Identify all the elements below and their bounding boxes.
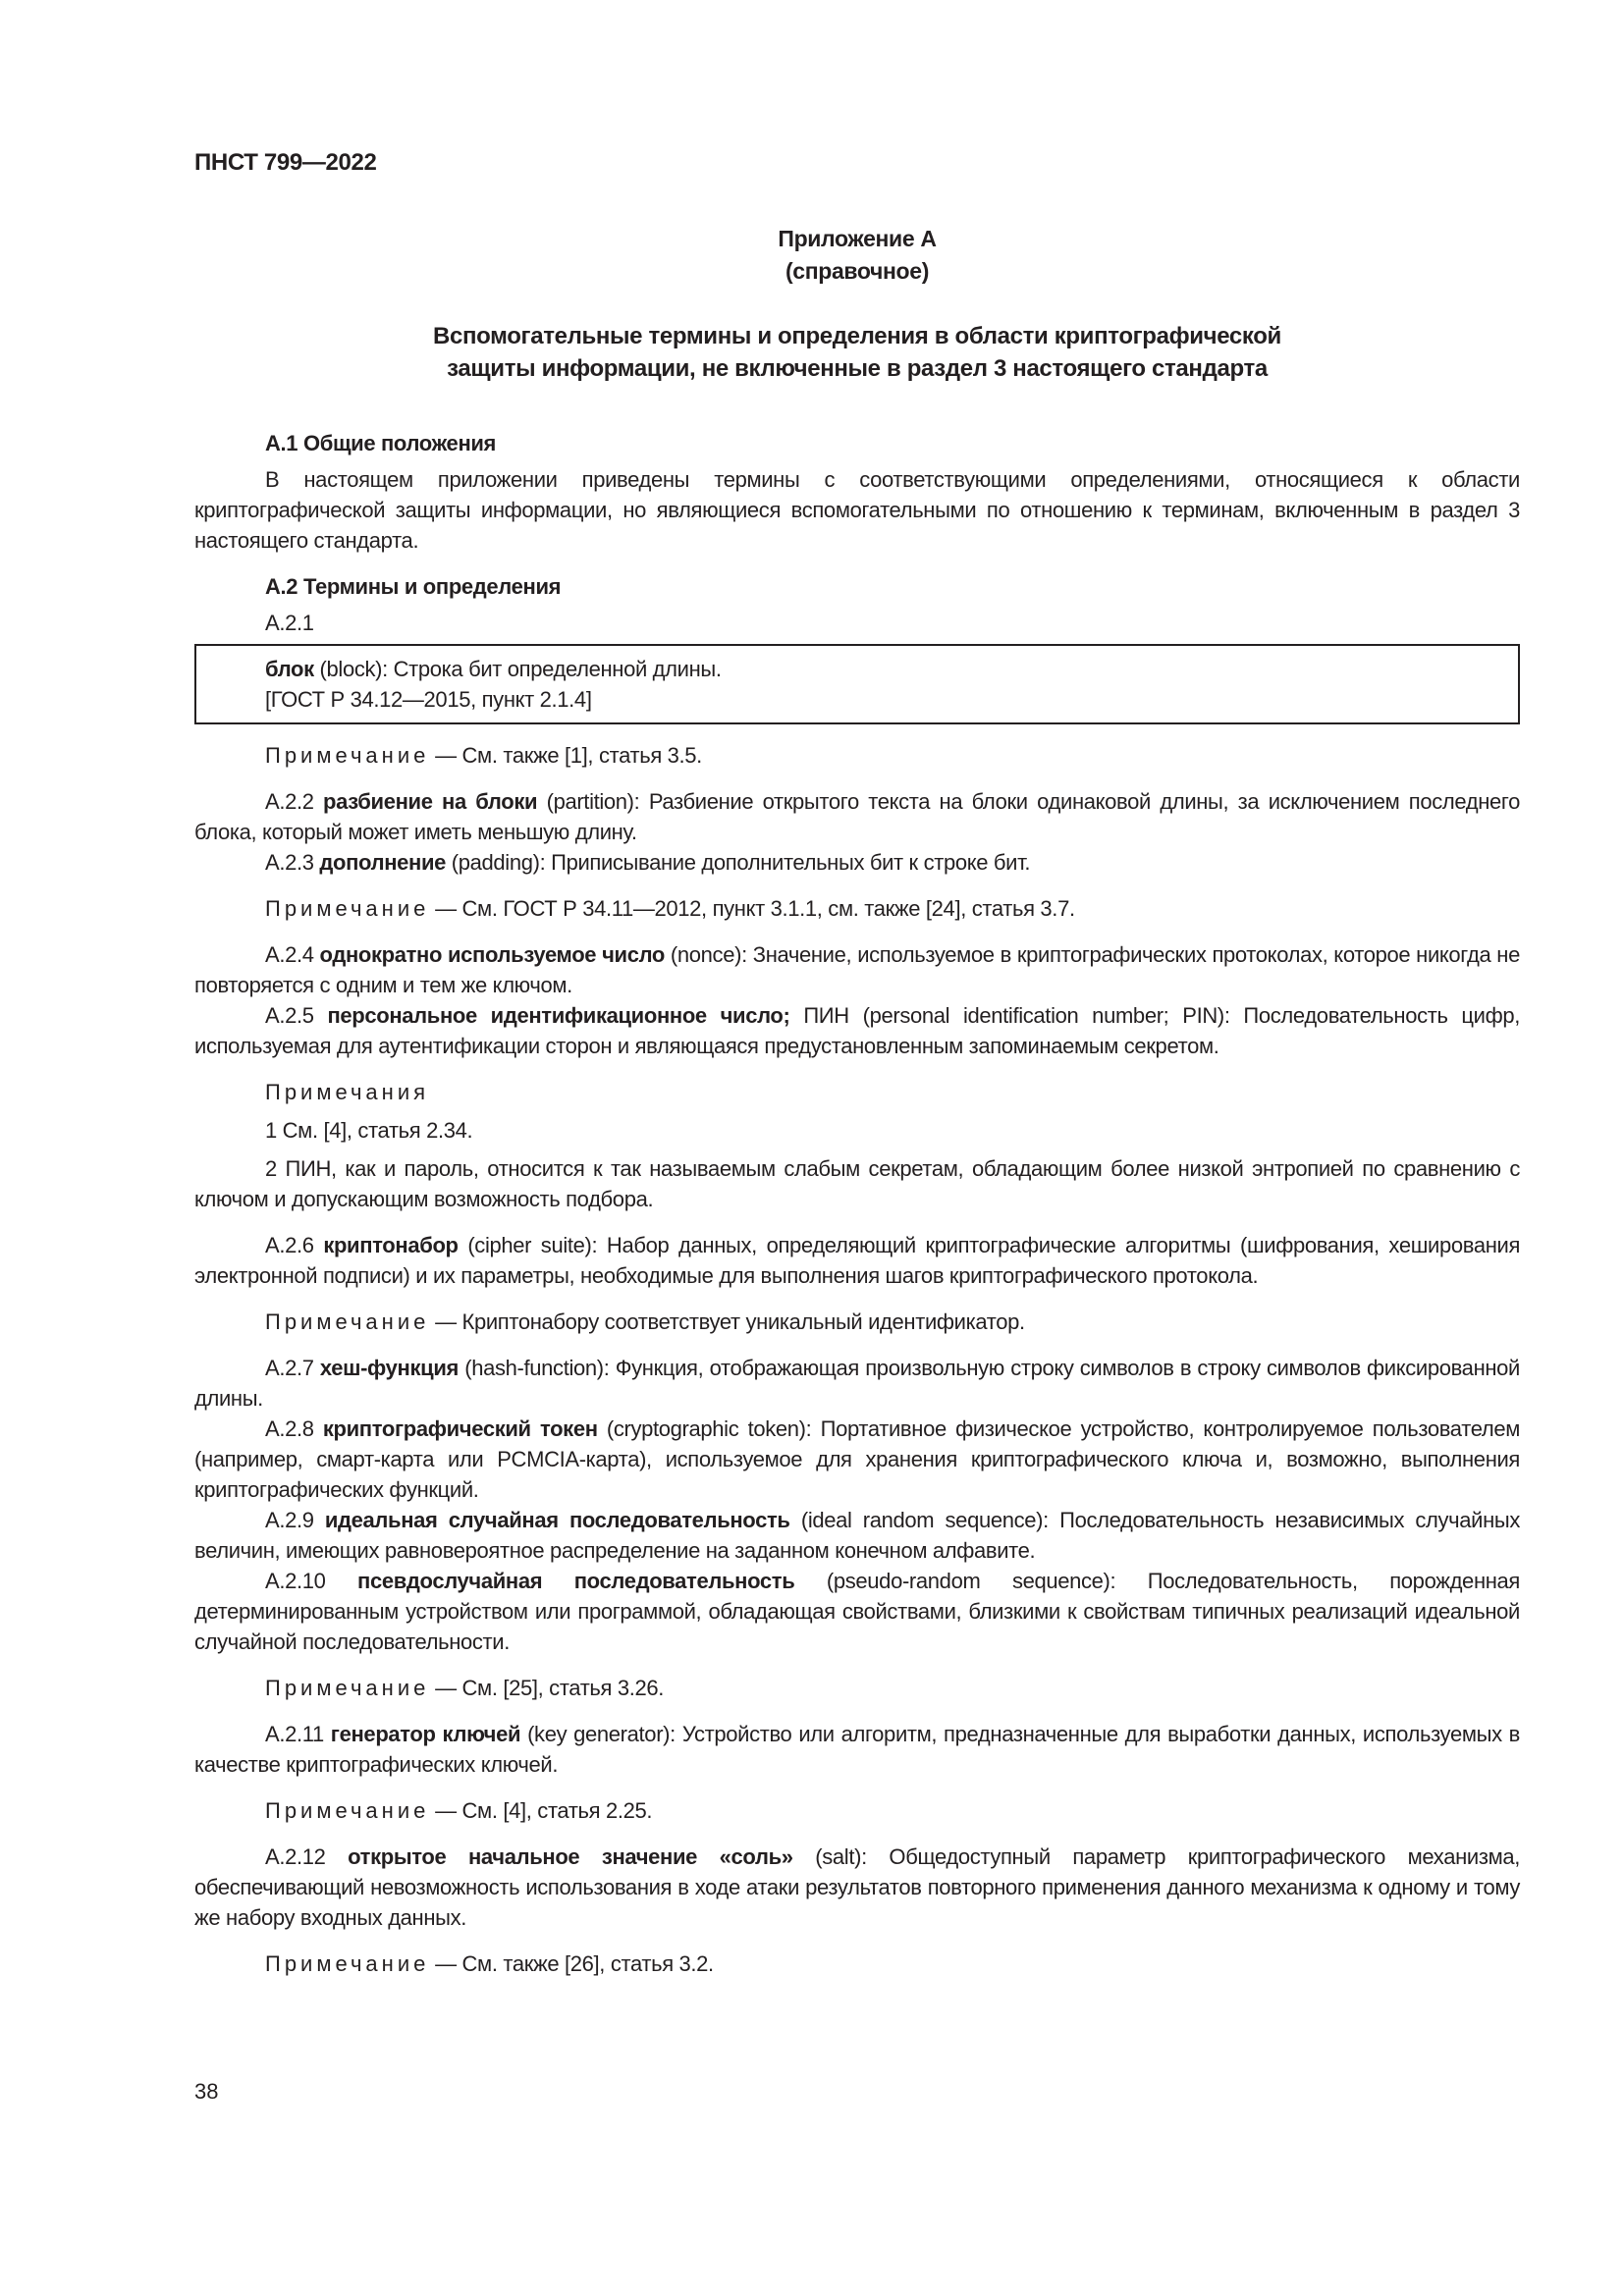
term-number: А.2.1 — [265, 611, 314, 635]
annex-kind: (справочное) — [785, 258, 930, 284]
term-entry: А.2.4 однократно используемое число (nonce): Значение, используемое в криптографических протоколах, которое никогда не повторяется с одним и тем же ключом. — [194, 942, 1520, 997]
note — [194, 740, 1520, 771]
reference: [ГОСТ Р 34.12—2015, пункт 2.1.4] — [265, 687, 592, 712]
note: Примечание — См. ГОСТ Р 34.11—2012, пункт 3.1.1, см. также [24], статья 3.7. — [265, 896, 1075, 921]
heading-a1: А.1 Общие положения — [265, 431, 497, 455]
document-page — [194, 147, 1520, 1979]
title-line: защиты информации, не включенные в раздел 3 настоящего стандарта — [447, 355, 1268, 382]
note: Примечание — См. [4], статья 2.25. — [265, 1798, 653, 1823]
title-line: Вспомогательные термины и определения в области криптографической — [433, 323, 1281, 349]
term-entry: А.2.2 разбиение на блоки (partition): Разбиение открытого текста на блоки одинаковой длины, за исключением последнего блока, который может иметь меньшую длину. — [194, 789, 1520, 844]
note: Примечание — Криптонабору соответствует уникальный идентификатор. — [265, 1309, 1025, 1334]
note-text: — См. также [1], статья 3.5. — [429, 743, 702, 768]
note: Примечание — См. [25], статья 3.26. — [265, 1676, 665, 1700]
document-code: ПНСТ 799—2022 — [194, 149, 377, 176]
term-entry: А.2.10 псевдослучайная последовательность (pseudo-random sequence): Последовательность, порожденная детерминированным устройством или программой, обладающая свойствами, близкими к свойствам типичных реализаций идеальной случайной последовательности. — [194, 1569, 1520, 1654]
note-label: Примечание — [265, 743, 430, 768]
term-entry: А.2.8 криптографический токен (cryptographic token): Портативное физическое устройство, контролируемое пользователем (например, смарт-карта или PCMCIA-карта), используемое для хранения криптографического ключа и, возможно, выполнения криптографических функций. — [194, 1416, 1520, 1502]
term-entry: А.2.12 открытое начальное значение «соль» (salt): Общедоступный параметр криптографического механизма, обеспечивающий невозможность использования в ходе атаки результатов повторного применения данного механизма к одному и тому же набору входных данных. — [194, 1844, 1520, 1930]
annex-title: Приложение А — [778, 226, 937, 251]
note: Примечание — См. также [26], статья 3.2. — [265, 1951, 714, 1976]
term-box — [194, 644, 1520, 724]
notes-label: Примечания — [265, 1080, 430, 1104]
term-entry: А.2.7 хеш-функция (hash-function): Функция, отображающая произвольную строку символов в строку символов фиксированной длины. — [194, 1356, 1520, 1411]
term-entry: А.2.11 генератор ключей (key generator): Устройство или алгоритм, предназначенные для выработки данных, используемых в качестве криптографических ключей. — [194, 1722, 1520, 1777]
definition: (block): Строка бит определенной длины. — [313, 657, 722, 681]
page-number: 38 — [194, 2079, 219, 2104]
section-title — [194, 320, 1520, 385]
term: блок — [265, 657, 314, 681]
paragraph: В настоящем приложении приведены термины с соответствующими определениями, относящиеся к области криптографической защиты информации, но являющиеся вспомогательными по отношению к терминам, включенным в раздел 3 настоящего стандарта. — [194, 467, 1520, 553]
heading-a2: А.2 Термины и определения — [265, 574, 562, 599]
note: 1 См. [4], статья 2.34. — [265, 1118, 473, 1143]
term-entry: А.2.9 идеальная случайная последовательность (ideal random sequence): Последовательность независимых случайных величин, имеющих равновероятное распределение на заданном конечном алфавите. — [194, 1508, 1520, 1563]
note: 2 ПИН, как и пароль, относится к так называемым слабым секретам, обладающим более низкой энтропией по сравнению с ключом и допускающим возможность подбора. — [194, 1156, 1520, 1211]
term-entry: А.2.5 персональное идентификационное число; ПИН (personal identification number; PIN): Последовательность цифр, используемая для аутентификации сторон и являющаяся предустановленным запоминаемым секретом. — [194, 1003, 1520, 1058]
term-entry: А.2.3 дополнение (padding): Приписывание дополнительных бит к строке бит. — [265, 850, 1031, 875]
term-entry: А.2.6 криптонабор (cipher suite): Набор данных, определяющий криптографические алгоритмы (шифрования, хеширования электронной подписи) и их параметры, необходимые для выполнения шагов криптографического протокола. — [194, 1233, 1521, 1288]
